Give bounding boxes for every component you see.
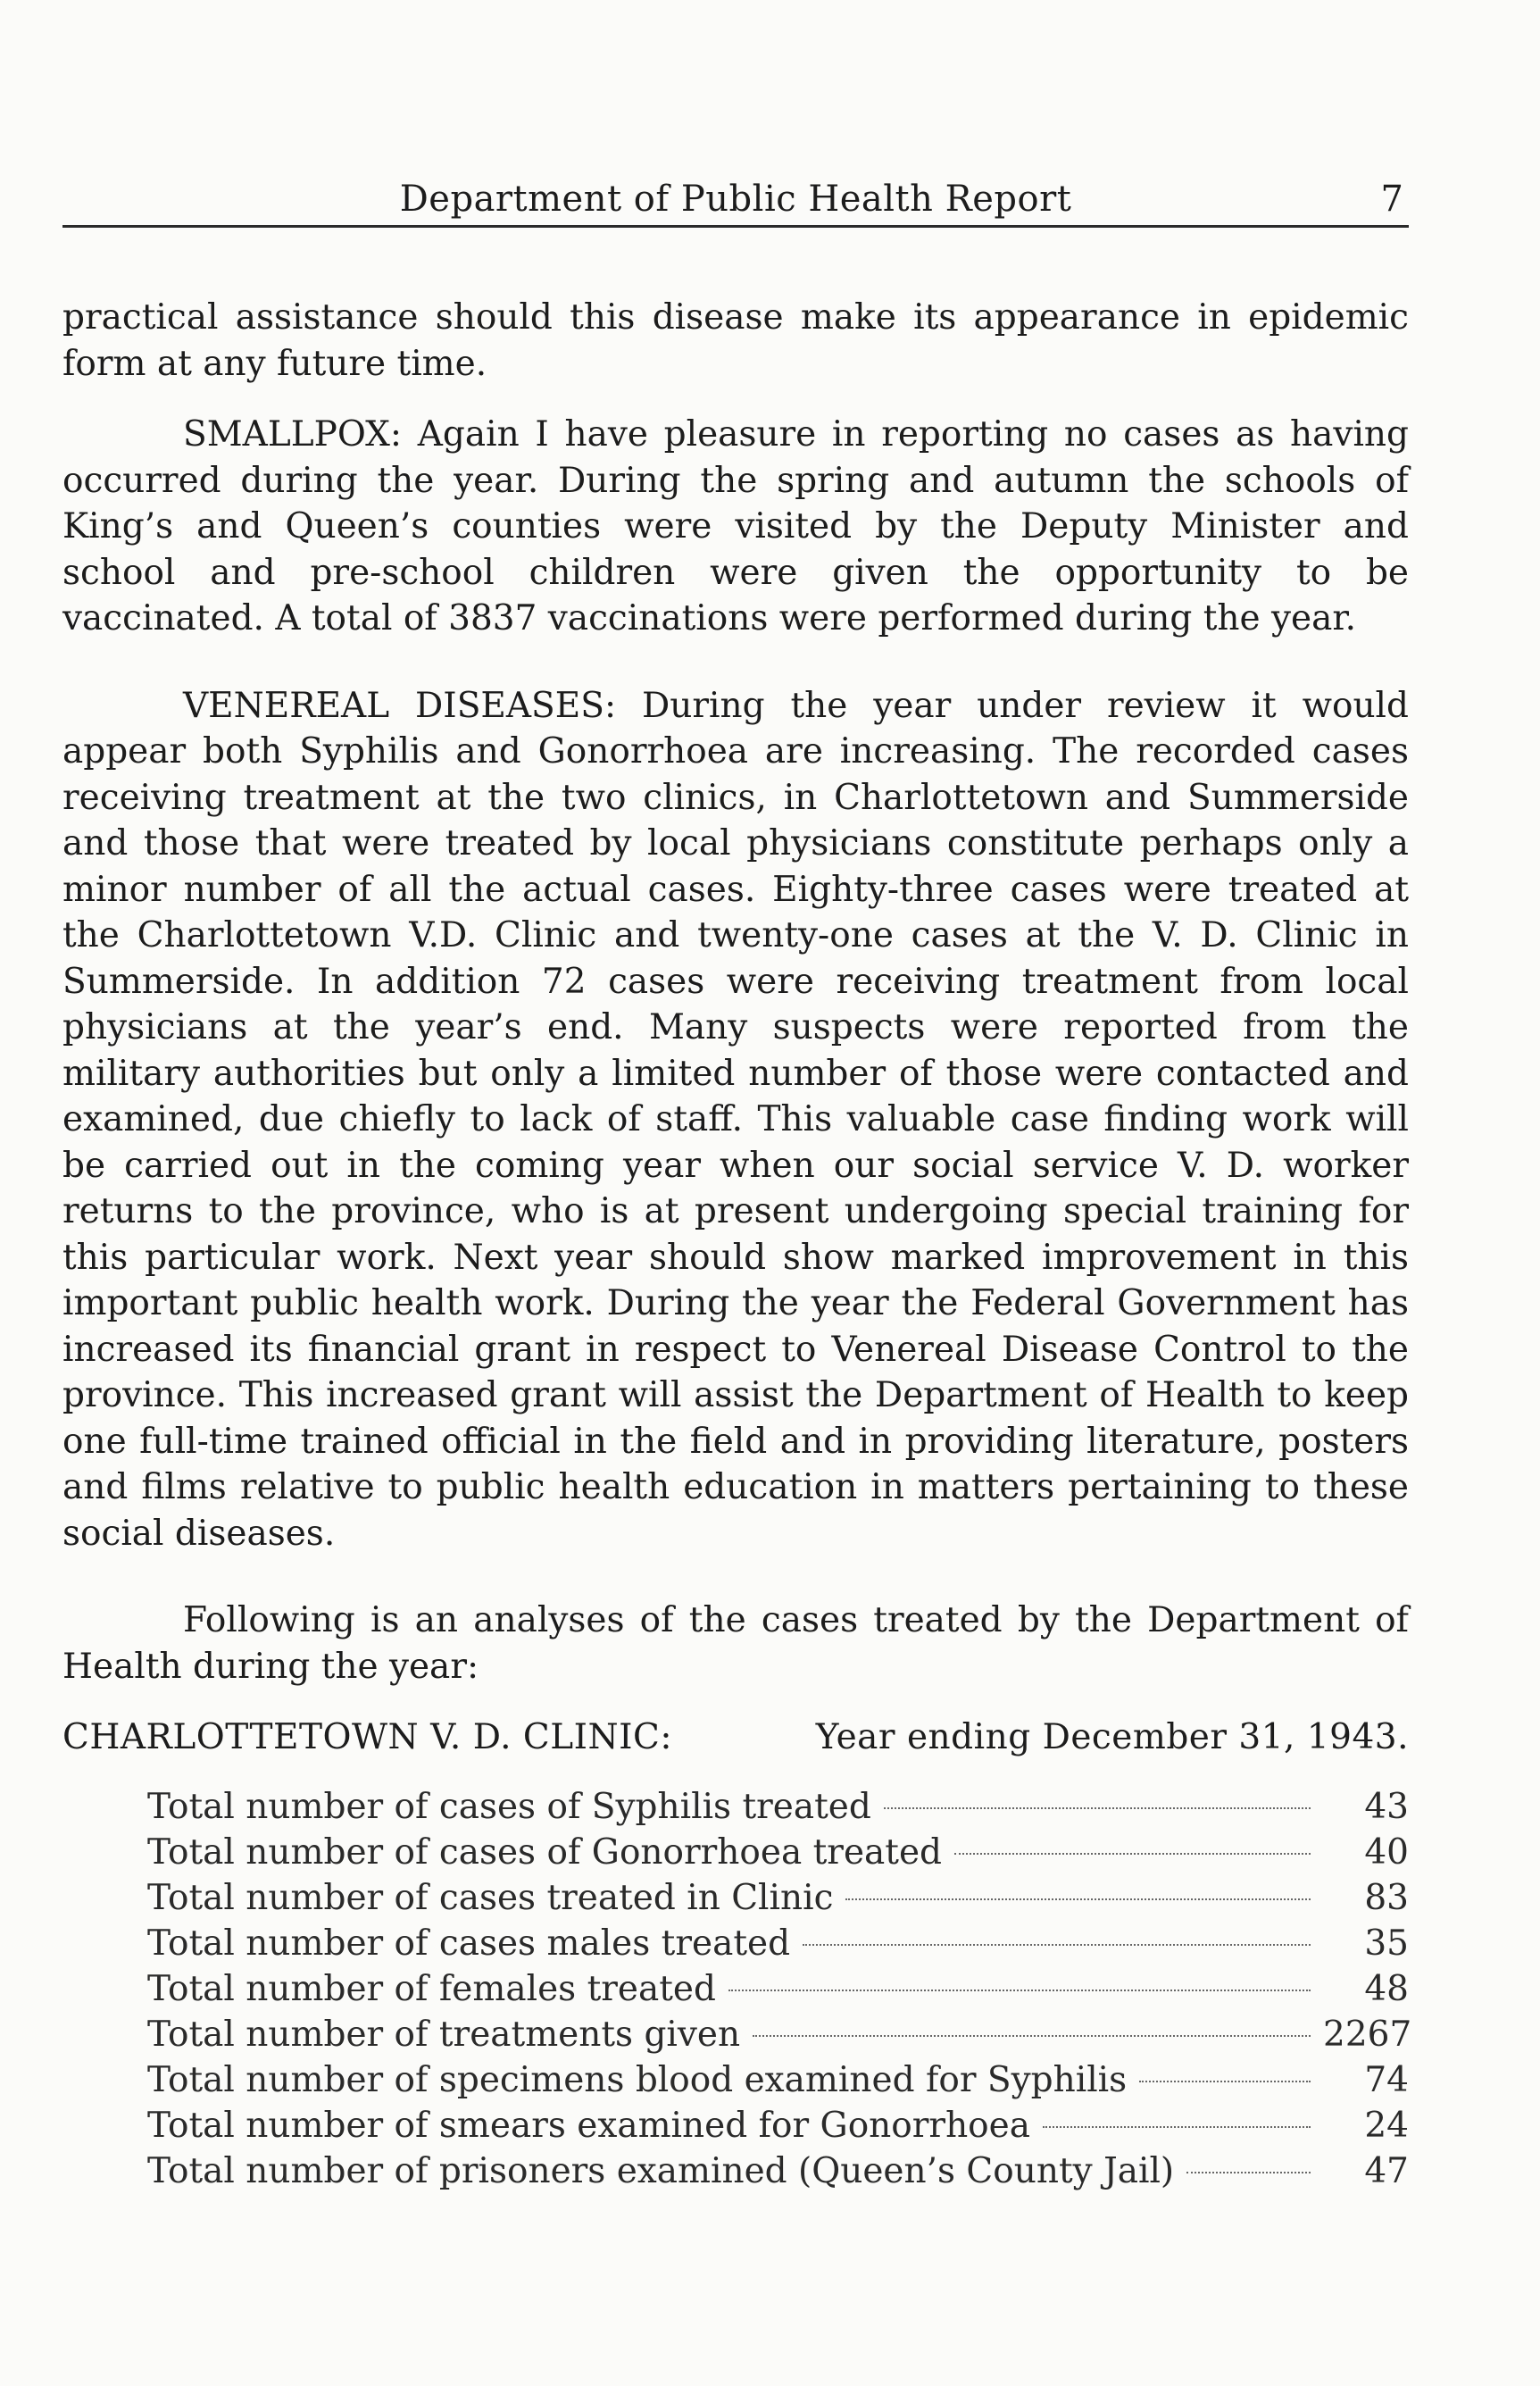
- stat-value: 74: [1364, 2059, 1409, 2100]
- paragraph-continuation: practical assistance should this disease make its appearance in epidemic form at any future time.: [62, 297, 1409, 384]
- stat-value: 24: [1364, 2105, 1409, 2146]
- page-number: 7: [1380, 179, 1403, 220]
- stat-row: [147, 1966, 1409, 2012]
- stat-value: 83: [1364, 1877, 1409, 1918]
- stat-label: Total number of smears examined for Gonorrhoea: [147, 2105, 1030, 2146]
- leader-dots: [803, 1944, 1311, 1946]
- leader-dots: [1186, 2172, 1311, 2173]
- stat-value: 35: [1364, 1923, 1409, 1964]
- stat-label: Total number of cases of Gonorrhoea treated: [147, 1831, 942, 1873]
- clinic-period: Year ending December 31, 1943.: [815, 1717, 1409, 1757]
- paragraph-smallpox: SMALLPOX: Again I have pleasure in reporting no cases as having occurred during the year. During the spring and autumn the schools of King’s and Queen’s counties were visited by the Deputy Minister and school and pre-school children were given the opportunity to be vaccinated. A total of 3837 vaccinations were performed during the year.: [62, 414, 1409, 638]
- page-header: [62, 175, 1409, 228]
- leader-dots: [1043, 2126, 1311, 2128]
- stat-label: Total number of cases males treated: [147, 1923, 791, 1964]
- stat-value: 48: [1364, 1968, 1409, 2009]
- stat-label: Total number of specimens blood examined for Syphilis: [147, 2059, 1128, 2100]
- stat-value: 40: [1364, 1831, 1409, 1873]
- stat-label: Total number of prisoners examined (Queen’s County Jail): [147, 2150, 1175, 2191]
- stat-label: Total number of cases treated in Clinic: [147, 1877, 834, 1918]
- stat-row: [147, 1784, 1409, 1830]
- report-body: [62, 295, 1412, 2194]
- stat-row: [147, 2148, 1409, 2194]
- header-title: Department of Public Health Report: [399, 179, 1072, 220]
- clinic-name: CHARLOTTETOWN V. D. CLINIC:: [62, 1717, 673, 1757]
- leader-dots: [1139, 2081, 1311, 2082]
- stat-row: [147, 2012, 1412, 2057]
- stat-row: [147, 1921, 1409, 1966]
- stat-value: 43: [1364, 1786, 1409, 1827]
- stat-row: [147, 2057, 1409, 2103]
- clinic-heading: [62, 1714, 1409, 1761]
- leader-dots: [753, 2035, 1311, 2037]
- paragraph-venereal-diseases: VENEREAL DISEASES: During the year under review it would appear both Syphilis and Gonorrhoea are increasing. The recorded cases receiving treatment at the two clinics, in Charlottetown and Summerside and those that were treated by local physicians constitute perhaps only a minor number of all the actual cases. Eighty-three cases were treated at the Charlottetown V.D. Clinic and twenty-one cases at the V. D. Clinic in Summerside. In addition 72 cases were receiving treatment from local physicians at the year’s end. Many suspects were reported from the military authorities but only a limited number of those were contacted and examined, due chiefly to lack of staff. This valuable case finding work will be carried out in the coming year when our social service V. D. worker returns to the province, who is at present undergoing special training for this particular work. Next year should show marked improvement in this important public health work. During the year the Federal Government has increased its financial grant in respect to Venereal Disease Control to the province. This increased grant will assist the Department of Health to keep one full-time trained official in the field and in providing literature, posters and films relative to public health education in matters pertaining to these social diseases.: [62, 685, 1409, 1554]
- leader-dots: [954, 1853, 1311, 1855]
- stat-label: Total number of cases of Syphilis treated: [147, 1786, 871, 1827]
- leader-dots: [728, 1990, 1311, 1991]
- clinic-stats-list: [147, 1784, 1412, 2194]
- leader-dots: [884, 1807, 1311, 1809]
- stat-label: Total number of females treated: [147, 1968, 716, 2009]
- stat-row: [147, 1830, 1409, 1875]
- stat-value: 2267: [1323, 2014, 1412, 2055]
- leader-dots: [845, 1898, 1311, 1900]
- paragraph-analysis-intro: Following is an analyses of the cases treated by the Department of Health during the year:: [62, 1600, 1409, 1687]
- stat-row: [147, 1875, 1409, 1921]
- stat-value: 47: [1364, 2150, 1409, 2191]
- stat-label: Total number of treatments given: [147, 2014, 741, 2055]
- stat-row: [147, 2103, 1409, 2148]
